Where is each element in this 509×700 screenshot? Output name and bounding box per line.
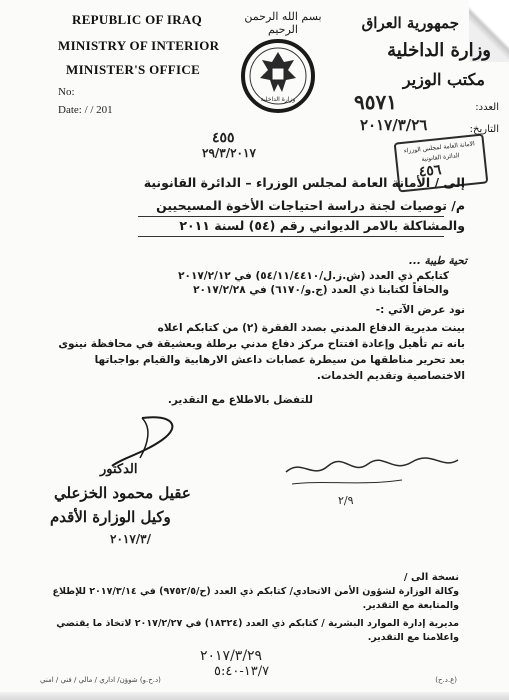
reference-line-2: والحاقاً لكتابنا ذي العدد (ج.و/٦١٧٠) في ٢٠١٧/٢/٢٨ (193, 284, 449, 296)
letterhead-ar-office: مكتب الوزير (402, 70, 485, 89)
annotation-date: ٢/٩ (338, 494, 354, 507)
left-stamp-date: ٢٩/٣/٢٠١٧ (202, 146, 256, 160)
footer-hand-code: ١٣/٧-٥:٤٠ (214, 664, 270, 679)
letterhead-ministry: MINISTRY OF INTERIOR (58, 38, 220, 53)
handwritten-annotation (282, 450, 462, 520)
subject-underline-2 (138, 236, 444, 237)
signature-position: وكيل الوزارة الأقدم (50, 508, 171, 526)
letterhead-ar-ministry: وزارة الداخلية (387, 40, 491, 61)
left-stamp-number: ٤٥٥ (212, 130, 235, 146)
copies-line-4: واعلامنا مع التقدير. (367, 632, 459, 643)
greeting: تحية طيبة ... (408, 255, 467, 267)
scan-bottom-edge (0, 692, 509, 700)
footer-small-right: (ع.د.ح) (435, 676, 457, 684)
letterhead-ar-country: جمهورية العراق (361, 14, 459, 32)
paragraph-line-3: بعد تحرير مناطقها من سيطرة عصابات داعش الارهابية والقيام بواجباتها (94, 354, 465, 366)
basmala: بسم الله الرحمن الرحيم (244, 10, 322, 36)
letterhead-ar-no-label: العدد: (475, 102, 499, 113)
letterhead-country: REPUBLIC OF IRAQ (72, 12, 202, 27)
paragraph-intro: نود عرض الآتي :- (375, 304, 465, 316)
footer-small-left: (د.ح.و) شوؤن/ اداري / مالي / فني / امني (40, 676, 161, 684)
paragraph-line-2: بانه تم تأهيل وإعادة افتتاح مركز دفاع مدني برطلة وبعشيقة في محافظة نينوى (58, 338, 465, 350)
subject-underline-1 (138, 216, 444, 217)
copies-line-3: مديرية إدارة الموارد البشرية / كتابكم ذي العدد (١٨٣٢٤) في ٢٠١٧/٢/٢٧ لاتخاذ ما يقتضي (56, 618, 459, 629)
subject-line-1: م/ توصيات لجنة دراسة احتياجات الأخوة المسيحيين (156, 198, 465, 213)
letterhead-office: MINISTER'S OFFICE (66, 62, 201, 77)
letterhead-ar-date-label: التاريخ: (469, 124, 499, 135)
footer-hand-date: ٢٠١٧/٣/٢٩ (200, 648, 263, 664)
signature-title: الدكتور (100, 462, 138, 477)
signature-name: عقيل محمود الخزعلي (54, 484, 191, 502)
addressee: إلى / الأمانة العامة لمجلس الوزراء – الدائرة القانونية (143, 175, 465, 190)
handwritten-ref-date: ٢٠١٧/٣/٢٦ (360, 116, 428, 134)
subject-line-2: والمشاكلة بالامر الديواني رقم (٥٤) لسنة ٢٠١١ (179, 218, 465, 233)
paragraph-line-1: بينت مديرية الدفاع المدني بصدد الفقرة (٢) من كتابكم اعلاه (157, 322, 465, 334)
copies-line-2: والمتابعة مع التقدير. (362, 600, 459, 611)
paragraph-line-4: الاختصاصية وتقديم الخدمات. (316, 370, 465, 382)
left-received-stamp (198, 130, 268, 164)
right-stamp-sub: الدائرة القانونية (421, 152, 460, 164)
closing: للتفضل بالاطلاع مع التقدير. (167, 394, 313, 406)
handwritten-ref-number: ٩٥٧١ (354, 90, 397, 114)
copies-header: نسخة الى / (403, 572, 459, 583)
right-stamp-number: ٤٥٦ (418, 162, 443, 181)
emblem-caption: وزارة الداخلية (260, 96, 296, 103)
letterhead-no-label: No: (58, 86, 75, 98)
signature-date: ٢٠١٧/٣/ (110, 532, 151, 546)
reference-line-1: كتابكم ذي العدد (ش.ز.ل/٥٤/١١/٤٤١٠) في ٢٠١٧/٢/١٢ (178, 270, 449, 282)
right-stamp-text: الامانة العامة لمجلس الوزراء (403, 140, 476, 155)
copies-line-1: وكالة الوزارة لشؤون الأمن الاتحادي/ كتابكم ذي العدد (ح/٩٧٥٢/٥) في ٢٠١٧/٣/١٤ للإطلاع (52, 586, 459, 597)
letterhead-date-label: Date: / / 201 (58, 104, 113, 116)
